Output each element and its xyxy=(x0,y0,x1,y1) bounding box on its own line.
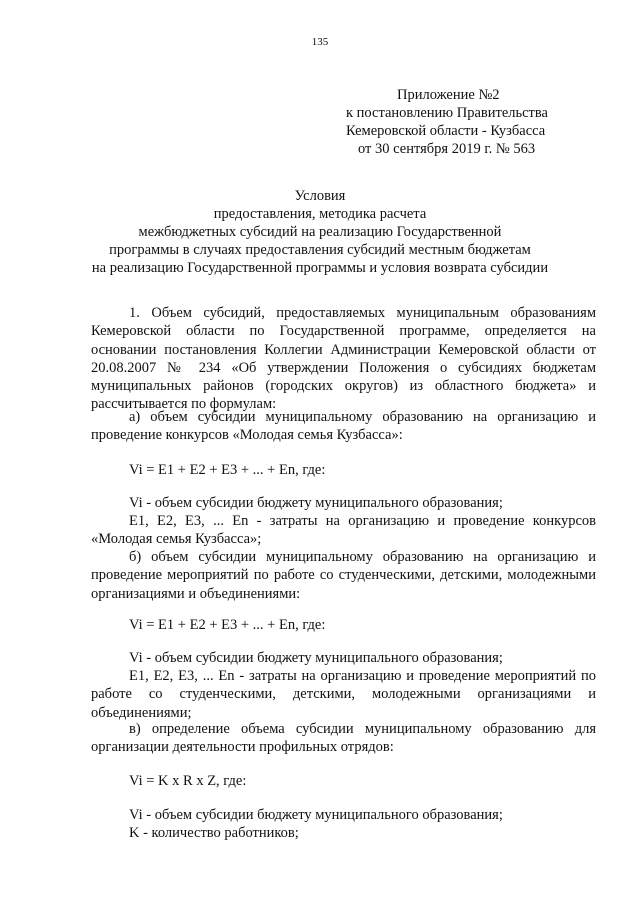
paragraph-1: 1. Объем субсидий, предоставляемых муниципальным образованиям Кемеровской области по Государственной программе, определяется на основании постановления Коллегии Администрации Кемеровской области от 20.08.2007 № 234 «Об утверждении Положения о субсидиях бюджетам муниципальных районов (городских округов) из областного бюджета» и рассчитывается по формулам: xyxy=(91,305,596,413)
definition-1b: E1, E2, E3, ... En - затраты на организацию и проведение конкурсов «Молодая семья Кузбасса»; xyxy=(91,513,596,548)
formula-3: Vi = K x R x Z, где: xyxy=(129,773,247,789)
paragraph-b: б) объем субсидии муниципальному образованию на организацию и проведение мероприятий по работе со студенческими, детскими, молодежными организациями и объединениями: xyxy=(91,549,596,602)
paragraph-c: в) определение объема субсидии муниципальному образованию для организации деятельности профильных отрядов: xyxy=(91,721,596,756)
appendix-line-2: к постановлению Правительства xyxy=(346,105,548,121)
formula-2: Vi = E1 + E2 + E3 + ... + En, где: xyxy=(129,617,326,633)
title-line-3: программы в случаях предоставления субсидий местным бюджетам xyxy=(109,242,531,258)
page-number: 135 xyxy=(311,36,329,48)
paragraph-a: а) объем субсидии муниципальному образованию на организацию и проведение конкурсов «Молодая семья Кузбасса»: xyxy=(91,409,596,444)
title-line-4: на реализацию Государственной программы и условия возврата субсидии xyxy=(91,260,549,276)
title-line-2: межбюджетных субсидий на реализацию Государственной xyxy=(138,224,502,240)
appendix-line-3: Кемеровской области - Кузбасса xyxy=(346,123,546,139)
formula-1: Vi = E1 + E2 + E3 + ... + En, где: xyxy=(129,462,326,478)
title-line-1: предоставления, методика расчета xyxy=(213,206,427,222)
definition-2a: Vi - объем субсидии бюджету муниципального образования; xyxy=(129,650,503,666)
definition-3a: Vi - объем субсидии бюджету муниципального образования; xyxy=(129,807,503,823)
appendix-line-4: от 30 сентября 2019 г. № 563 xyxy=(358,141,536,157)
definition-2b: E1, E2, E3, ... En - затраты на организацию и проведение мероприятий по работе со студенческими, детскими, молодежными организациями и объединениями; xyxy=(91,668,596,721)
definition-1a: Vi - объем субсидии бюджету муниципального образования; xyxy=(129,495,503,511)
definition-3b: K - количество работников; xyxy=(129,825,299,841)
appendix-line-1: Приложение №2 xyxy=(397,87,500,103)
title-heading: Условия xyxy=(294,188,346,204)
